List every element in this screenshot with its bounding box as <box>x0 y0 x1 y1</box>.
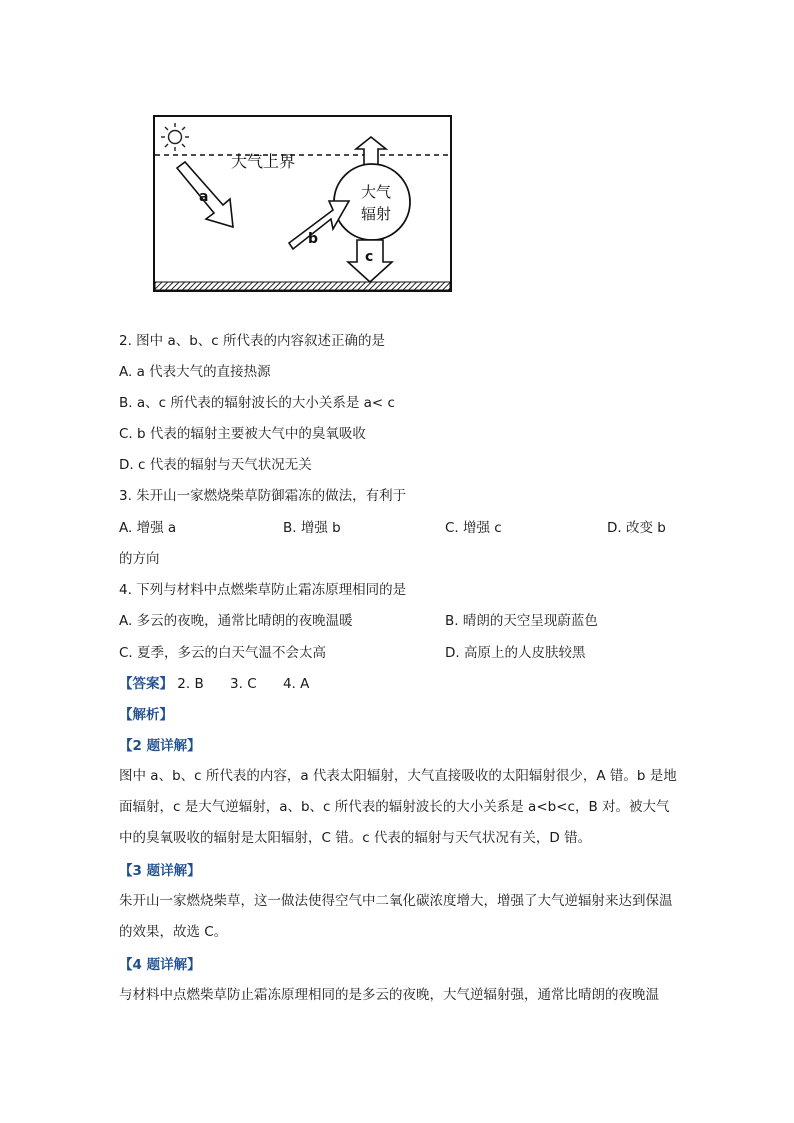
q3-option-a: A. 增强 a <box>119 520 177 536</box>
detail3-text: 朱开山一家燃烧柴草，这一做法使得空气中二氧化碳浓度增大，增强了大气逆辐射来达到保温的效果，故选 C。 <box>119 893 673 940</box>
boundary-label: 大气上界 <box>231 152 296 171</box>
detail3-label: 【3 题详解】 <box>119 863 201 879</box>
q3-option-d: D. 改变 b <box>607 520 666 536</box>
q4-option-c: C. 夏季，多云的白天气温不会太高 <box>119 645 327 661</box>
q2-stem: 2. 图中 a、b、c 所代表的内容叙述正确的是 <box>119 333 386 349</box>
detail2-label: 【2 题详解】 <box>119 738 201 754</box>
analysis-label: 【解析】 <box>119 707 173 723</box>
answer-item: 2. B <box>177 676 204 692</box>
circle-label-2: 辐射 <box>361 205 392 223</box>
q4-option-d: D. 高原上的人皮肤较黑 <box>445 645 586 661</box>
answer-item: 3. C <box>230 676 257 692</box>
q2-option-d: D. c 代表的辐射与天气状况无关 <box>119 457 312 473</box>
q2-option-c: C. b 代表的辐射主要被大气中的臭氧吸收 <box>119 426 366 442</box>
detail4-text: 与材料中点燃柴草防止霜冻原理相同的是多云的夜晚，大气逆辐射强，通常比晴朗的夜晚温 <box>119 987 659 1003</box>
q4-option-b: B. 晴朗的天空呈现蔚蓝色 <box>445 613 598 629</box>
q3-stem: 3. 朱开山一家燃烧柴草防御霜冻的做法，有利于 <box>119 488 407 504</box>
detail4-label: 【4 题详解】 <box>119 957 201 973</box>
q3-option-d-tail: 的方向 <box>119 551 160 567</box>
detail2-text: 图中 a、b、c 所代表的内容，a 代表太阳辐射，大气直接吸收的太阳辐射很少，A 错。b 是地面辐射，c 是大气逆辐射，a、b、c 所代表的辐射波长的大小关系是 a<b<c，B 对。被大气中的臭氧吸收的辐射是太阳辐射，C 错。c 代表的辐射与天气状况有关，D 错。 <box>119 768 677 846</box>
circle-label-1: 大气 <box>361 183 392 201</box>
answer-label: 【答案】 <box>119 676 173 692</box>
atmosphere-radiation-figure <box>153 115 453 293</box>
answer-line <box>119 674 331 694</box>
arrow-a-label: a <box>199 189 209 205</box>
q4-option-a: A. 多云的夜晚，通常比晴朗的夜晚温暖 <box>119 613 353 629</box>
q3-option-c: C. 增强 c <box>445 520 502 536</box>
q2-option-b: B. a、c 所代表的辐射波长的大小关系是 a< c <box>119 395 395 411</box>
ground-surface <box>155 282 450 290</box>
q3-option-b: B. 增强 b <box>283 520 341 536</box>
answer-item: 4. A <box>282 676 310 692</box>
arrow-b-label: b <box>308 231 319 247</box>
arrow-c-label: c <box>365 249 374 265</box>
q2-option-a: A. a 代表大气的直接热源 <box>119 364 271 380</box>
q4-stem: 4. 下列与材料中点燃柴草防止霜冻原理相同的是 <box>119 582 407 598</box>
